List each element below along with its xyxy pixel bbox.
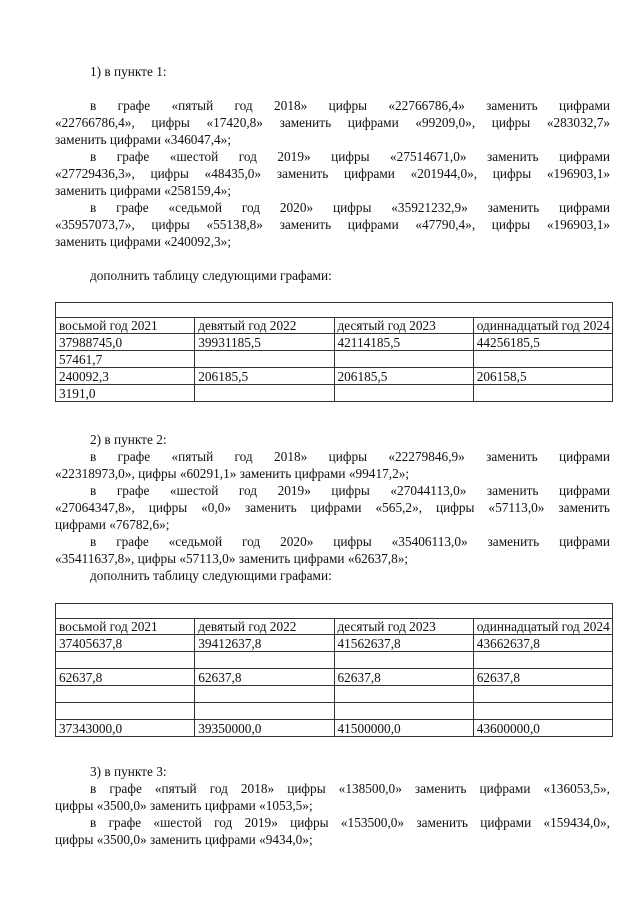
table-cell: 3191,0	[56, 385, 195, 402]
table-cell: 206158,5	[473, 368, 612, 385]
table-cell	[195, 703, 334, 720]
table-cell: 240092,3	[56, 368, 195, 385]
section-2-line-5: цифрами «76782,6»;	[55, 517, 170, 532]
table-cell: 42114185,5	[334, 334, 473, 351]
table-header-cell: одиннадцатый год 2024	[473, 318, 612, 334]
section-2-line-6: в графе «седьмой год 2020» цифры «35406113,0» заменить цифрами	[90, 534, 610, 549]
table-cell: 206185,5	[334, 368, 473, 385]
table-header-cell: восьмой год 2021	[56, 619, 195, 635]
section-2-supplement: дополнить таблицу следующими графами:	[90, 568, 332, 583]
table-cell: 62637,8	[195, 669, 334, 686]
table-cell	[56, 686, 195, 703]
section-1-line-6: заменить цифрами «258159,4»;	[55, 183, 232, 198]
table-cell	[334, 703, 473, 720]
section-2-line-2: «22318973,0», цифры «60291,1» заменить цифрами «99417,2»;	[55, 466, 410, 481]
table-cell	[334, 351, 473, 368]
table-cell	[195, 351, 334, 368]
table-row	[56, 703, 613, 720]
section-1-line-3: заменить цифрами «346047,4»;	[55, 132, 232, 147]
table-row	[56, 669, 613, 686]
table-cell	[56, 652, 195, 669]
table-cell	[473, 652, 612, 669]
table-cell: 37988745,0	[56, 334, 195, 351]
section-3-line-2: цифры «3500,0» заменить цифрами «1053,5»;	[55, 798, 313, 813]
table-row	[56, 351, 613, 368]
table-cell: 37343000,0	[56, 720, 195, 737]
table-cell: 37405637,8	[56, 635, 195, 652]
table-header-cell: десятый год 2023	[334, 619, 473, 635]
section-1-line-8: «35957073,7», цифры «55138,8» заменить цифрами «47790,4», цифры «196903,1»	[55, 217, 610, 232]
table-cell: 39412637,8	[195, 635, 334, 652]
section-2-line-7: «35411637,8», цифры «57113,0» заменить цифрами «62637,8»;	[55, 551, 409, 566]
table-cell: 39350000,0	[195, 720, 334, 737]
table-cell: 206185,5	[195, 368, 334, 385]
table-cell	[473, 351, 612, 368]
table-cell	[473, 703, 612, 720]
table-cell: 62637,8	[334, 669, 473, 686]
table-row	[56, 652, 613, 669]
table-cell	[334, 652, 473, 669]
section-2-line-3: в графе «шестой год 2019» цифры «27044113,0» заменить цифрами	[90, 483, 610, 498]
table-row	[56, 720, 613, 737]
section-2-table	[55, 603, 613, 737]
table-cell	[56, 703, 195, 720]
table-cell	[195, 652, 334, 669]
table-cell: 41562637,8	[334, 635, 473, 652]
table-cell	[334, 686, 473, 703]
section-3-heading: 3) в пункте 3:	[90, 764, 167, 779]
section-1-table	[55, 302, 613, 402]
section-3-line-1: в графе «пятый год 2018» цифры «138500,0» заменить цифрами «136053,5»,	[90, 781, 610, 796]
table-cell	[473, 686, 612, 703]
table-cell	[195, 686, 334, 703]
table-row	[56, 334, 613, 351]
table-row	[56, 368, 613, 385]
table-cell: 43600000,0	[473, 720, 612, 737]
table-cell: 62637,8	[473, 669, 612, 686]
section-1-line-4: в графе «шестой год 2019» цифры «27514671,0» заменить цифрами	[90, 149, 610, 164]
section-2-line-4: «27064347,8», цифры «0,0» заменить цифрами «565,2», цифры «57113,0» заменить	[55, 500, 610, 515]
section-1-line-9: заменить цифрами «240092,3»;	[55, 234, 232, 249]
section-1-line-5: «27729436,3», цифры «48435,0» заменить цифрами «201944,0», цифры «196903,1»	[55, 166, 610, 181]
table-header-cell: девятый год 2022	[195, 318, 334, 334]
section-1-supplement: дополнить таблицу следующими графами:	[90, 268, 332, 283]
table-header-cell: десятый год 2023	[334, 318, 473, 334]
table-cell: 44256185,5	[473, 334, 612, 351]
section-2-line-1: в графе «пятый год 2018» цифры «22279846,9» заменить цифрами	[90, 449, 610, 464]
section-3-line-4: цифры «3500,0» заменить цифрами «9434,0»;	[55, 832, 313, 847]
table-header-cell: одиннадцатый год 2024	[473, 619, 612, 635]
table-row	[56, 385, 613, 402]
section-3-line-3: в графе «шестой год 2019» цифры «153500,0» заменить цифрами «159434,0»,	[90, 815, 610, 830]
table-empty-header	[56, 303, 613, 318]
table-cell	[473, 385, 612, 402]
table-row	[56, 686, 613, 703]
table-header-cell: девятый год 2022	[195, 619, 334, 635]
section-1-line-2: «22766786,4», цифры «17420,8» заменить цифрами «99209,0», цифры «283032,7»	[55, 115, 610, 130]
table-cell: 41500000,0	[334, 720, 473, 737]
table-cell	[195, 385, 334, 402]
table-header-cell: восьмой год 2021	[56, 318, 195, 334]
table-cell: 57461,7	[56, 351, 195, 368]
section-1-line-1: в графе «пятый год 2018» цифры «22766786,4» заменить цифрами	[90, 98, 610, 113]
table-cell: 39931185,5	[195, 334, 334, 351]
table-cell: 62637,8	[56, 669, 195, 686]
table-empty-header	[56, 604, 613, 619]
table-cell	[334, 385, 473, 402]
section-1-heading: 1) в пункте 1:	[90, 64, 167, 79]
table-row	[56, 635, 613, 652]
table-cell: 43662637,8	[473, 635, 612, 652]
section-2-heading: 2) в пункте 2:	[90, 432, 167, 447]
section-1-line-7: в графе «седьмой год 2020» цифры «35921232,9» заменить цифрами	[90, 200, 610, 215]
